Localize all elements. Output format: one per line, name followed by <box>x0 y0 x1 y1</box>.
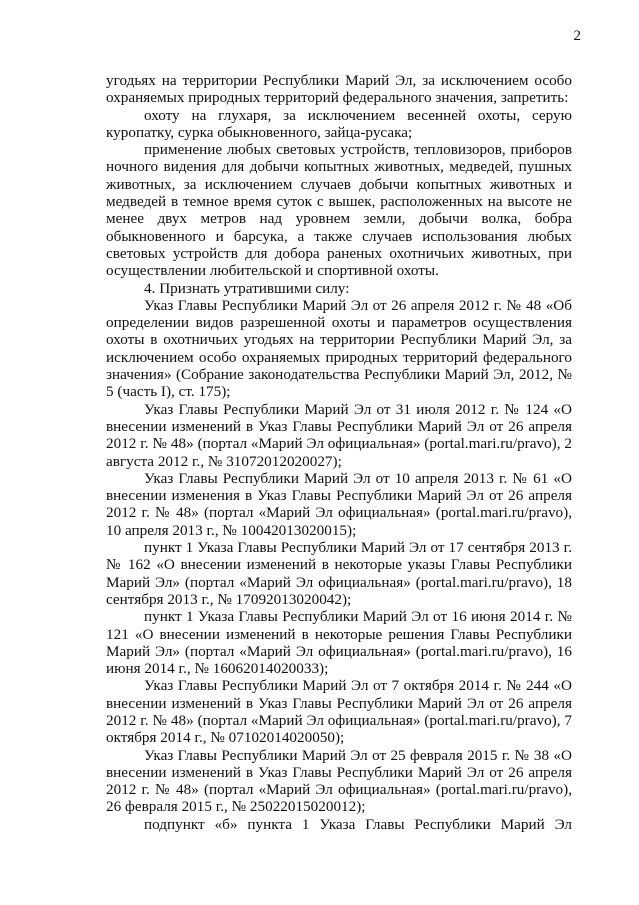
page-number: 2 <box>573 28 581 44</box>
repealed-act-item: Указ Главы Республики Марий Эл от 7 октября 2014 г. № 244 «О внесении изменений в Указ Главы Республики Марий Эл от 26 апреля 2012 г. № 48» (портал «Марий Эл официальная» (portal.mari.ru/pravo), 7 октября 2014 г., № 07102014020050); <box>106 677 572 747</box>
section-heading: 4. Признать утратившими силу: <box>144 279 350 297</box>
repealed-act-item: Указ Главы Республики Марий Эл от 26 апреля 2012 г. № 48 «Об определении видов разрешенной охоты и параметров осуществления охоты в охотничьих угодьях на территории Республики Марий Эл, за исключением особо охраняемых природных территорий федерального значения» (Собрание законодательства Республики Марий Эл, 2012, № 5 (часть I), ст. 175); <box>106 296 572 401</box>
repealed-act-item: Указ Главы Республики Марий Эл от 25 февраля 2015 г. № 38 «О внесении изменений в Указ Главы Республики Марий Эл от 26 апреля 2012 г. № 48» (портал «Марий Эл официальная» (portal.mari.ru/pravo), 26 февраля 2015 г., № 25022015020012); <box>106 746 572 816</box>
paragraph: угодьях на территории Республики Марий Эл, за исключением особо охраняемых природных территорий федерального значения, запретить: <box>106 72 572 107</box>
repealed-act-item: подпункт «б» пункта 1 Указа Главы Республики Марий Эл <box>144 815 572 833</box>
paragraph: охоту на глухаря, за исключением весенней охоты, серую куропатку, сурка обыкновенного, зайца-русака; <box>106 106 572 141</box>
repealed-act-item: Указ Главы Республики Марий Эл от 31 июля 2012 г. № 124 «О внесении изменений в Указ Главы Республики Марий Эл от 26 апреля 2012 г. № 48» (портал «Марий Эл официальная» (portal.mari.ru/pravo), 2 августа 2012 г., № 31072012020027); <box>106 400 572 470</box>
repealed-act-item: пункт 1 Указа Главы Республики Марий Эл от 17 сентября 2013 г. № 162 «О внесении изменений в некоторые указы Главы Республики Марий Эл» (портал «Марий Эл официальная» (portal.mari.ru/pravo), 18 сентября 2013 г., № 17092013020042); <box>106 539 572 608</box>
repealed-act-item: Указ Главы Республики Марий Эл от 10 апреля 2013 г. № 61 «О внесении изменения в Указ Главы Республики Марий Эл от 26 апреля 2012 г. № 48» (портал «Марий Эл официальная» (portal.mari.ru/pravo), 10 апреля 2013 г., № 10042013020015); <box>106 469 572 539</box>
repealed-act-item: пункт 1 Указа Главы Республики Марий Эл от 16 июня 2014 г. № 121 «О внесении изменений в некоторые решения Главы Республики Марий Эл» (портал «Марий Эл официальная» (portal.mari.ru/pravo), 16 июня 2014 г., № 16062014020033); <box>106 608 572 678</box>
paragraph: применение любых световых устройств, тепловизоров, приборов ночного видения для добычи копытных животных, медведей, пушных животных, за исключением случаев добычи копытных животных и медведей в темное время суток с вышек, расположенных на высоте не менее двух метров над уровнем земли, добычи волка, бобра обыкновенного и барсука, а также случаев использования любых световых устройств для добора раненых охотничьих животных, при осуществлении любительской и спортивной охоты. <box>106 141 572 280</box>
document-body <box>106 72 572 833</box>
